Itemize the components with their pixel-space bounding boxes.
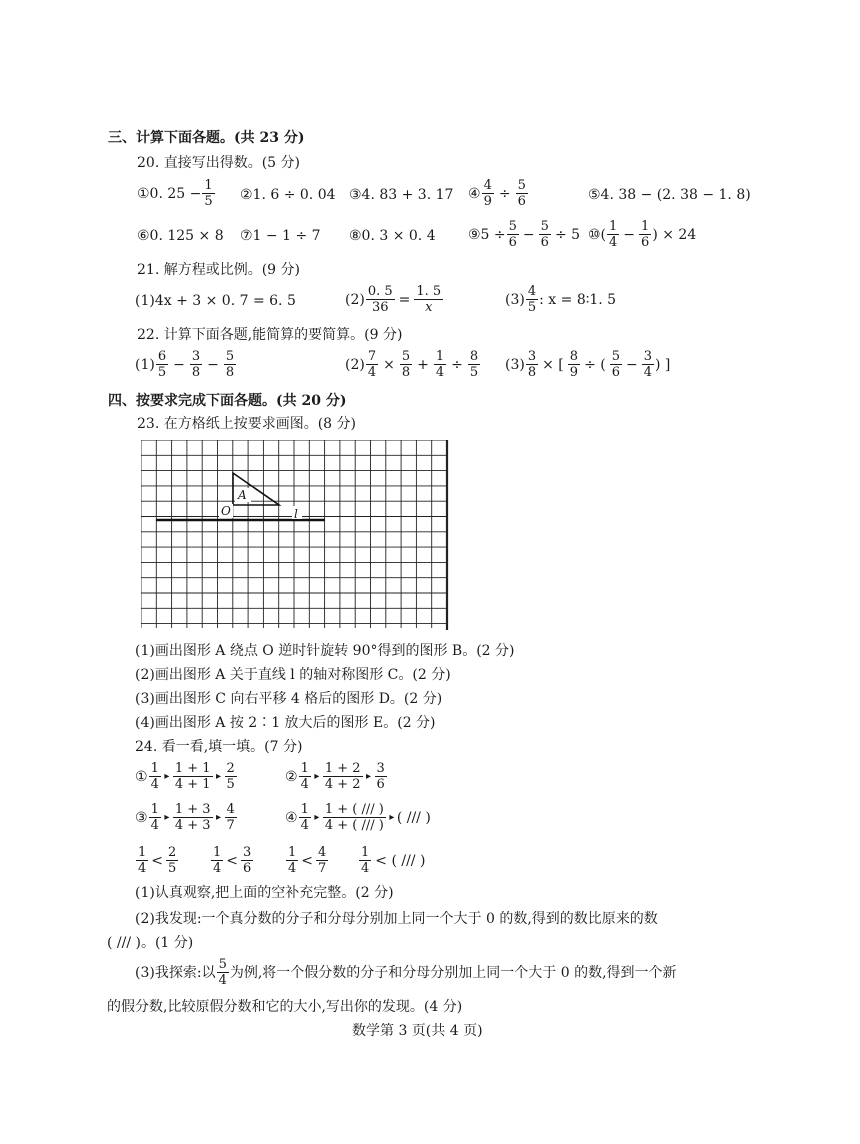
arrow-icon: ▸ <box>389 811 395 823</box>
fraction: $\frac{1}{5}$ <box>204 178 213 209</box>
q20-item-1 <box>137 178 216 209</box>
q22-calc-2: (2) $\frac{7}{4}$ × $\frac{5}{8}$ + $\frac{1}{4}$ ÷ $\frac{8}{5}$ <box>345 349 479 380</box>
q20-item-8: ⑧0. 3 × 0. 4 <box>349 228 436 244</box>
blank-denominator[interactable]: 4 + ( /// ) <box>324 818 384 833</box>
q20-item-5: ⑤4. 38 − (2. 38 − 1. 8) <box>588 187 751 203</box>
q21-eq-1: (1)4x + 3 × 0. 7 = 6. 5 <box>135 293 296 309</box>
label-a: A <box>238 488 247 502</box>
q24-title: 24. 看一看,填一填。(7 分) <box>135 739 303 755</box>
q22-calc-3: (3) $\frac{3}{8}$ × [ $\frac{8}{9}$ ÷ ( $\frac{5}{6}$ − $\frac{3}{4}$ ) ] <box>505 349 671 380</box>
q24-sequence-2: ② $\frac{1}{4}$ ▸ $\frac{1 + 2}{4 + 2}$ ▸ $\frac{3}{6}$ <box>285 761 385 792</box>
label-o: O <box>221 504 231 518</box>
q23-part-4: (4)画出图形 A 按 2∶1 放大后的图形 E。(2 分) <box>135 715 436 731</box>
grid-lines <box>141 440 447 628</box>
q24-compare-2: $\frac{1}{4}$ < $\frac{3}{6}$ <box>213 845 252 876</box>
q20-item-10: ⑩( $\frac{1}{4}$ − $\frac{1}{6}$ ) × 24 <box>588 219 697 250</box>
q24-sequence-3: ③ $\frac{1}{4}$ ▸ $\frac{1 + 3}{4 + 3}$ ▸ $\frac{4}{7}$ <box>135 802 235 833</box>
q24-compare-1: $\frac{1}{4}$ < $\frac{2}{5}$ <box>138 845 177 876</box>
q20-1-label: ①0. 25 − <box>137 185 202 202</box>
q21-eq-3: (3) $\frac{4}{5}$ : x = 8∶1. 5 <box>505 284 617 315</box>
arrow-icon: ▸ <box>216 770 222 782</box>
q24-compare-3: $\frac{1}{4}$ < $\frac{4}{7}$ <box>288 845 327 876</box>
section-3-title: 三、计算下面各题。(共 23 分) <box>108 130 305 146</box>
q20-item-2: ②1. 6 ÷ 0. 04 <box>240 187 336 203</box>
q24-compare-4[interactable]: $\frac{1}{4}$ < ( /// ) <box>361 845 426 876</box>
q24-part-2: (2)我发现:一个真分数的分子和分母分别加上同一个大于 0 的数,得到的数比原来的数 <box>135 911 658 927</box>
q23-part-3: (3)画出图形 C 向右平移 4 格后的图形 D。(2 分) <box>135 691 443 707</box>
q24-sequence-1: ① $\frac{1}{4}$ ▸ $\frac{1 + 1}{4 + 1}$ ▸ $\frac{2}{5}$ <box>135 761 235 792</box>
q24-part-3: (3)我探索:以 $\frac{5}{4}$ 为例,将一个假分数的分子和分母分别加上同一个大于 0 的数,得到一个新 <box>135 957 677 988</box>
arrow-icon: ▸ <box>366 770 372 782</box>
blank-compare[interactable]: < ( /// ) <box>375 852 426 869</box>
label-l: l <box>294 507 298 521</box>
arrow-icon: ▸ <box>314 770 320 782</box>
q24-part-2-blank[interactable]: ( /// )。(1 分) <box>107 935 194 951</box>
arrow-icon: ▸ <box>164 811 170 823</box>
q20-title: 20. 直接写出得数。(5 分) <box>137 155 300 171</box>
q23-part-2: (2)画出图形 A 关于直线 l 的轴对称图形 C。(2 分) <box>135 667 451 683</box>
q20-item-7: ⑦1 − 1 ÷ 7 <box>240 228 321 244</box>
arrow-icon: ▸ <box>216 811 222 823</box>
q20-item-6: ⑥0. 125 × 8 <box>137 228 224 244</box>
q23-title: 23. 在方格纸上按要求画图。(8 分) <box>137 416 356 432</box>
blank-numerator[interactable]: 1 + ( /// ) <box>324 802 384 817</box>
q23-part-1: (1)画出图形 A 绕点 O 逆时针旋转 90°得到的图形 B。(2 分) <box>135 643 515 659</box>
q24-sequence-4[interactable]: ④ $\frac{1}{4}$ ▸ $\frac{1 + ( /// )}{4 + ( /// )}$ ▸ ( /// ) <box>285 802 431 833</box>
section-4-title: 四、按要求完成下面各题。(共 20 分) <box>108 393 347 409</box>
arrow-icon: ▸ <box>164 770 170 782</box>
page-footer: 数学第 3 页(共 4 页) <box>352 1023 483 1039</box>
arrow-icon: ▸ <box>314 811 320 823</box>
q20-item-9: ⑨5 ÷ $\frac{5}{6}$ − $\frac{5}{6}$ ÷ 5 <box>468 219 581 250</box>
q21-title: 21. 解方程或比例。(9 分) <box>137 262 300 278</box>
q22-calc-1: (1) $\frac{6}{5}$ − $\frac{3}{8}$ − $\frac{5}{8}$ <box>135 349 235 380</box>
blank-result[interactable]: ( /// ) <box>396 809 431 826</box>
q21-eq-2: (2) $\frac{0. 5}{36}$ = $\frac{1. 5}{x}$ <box>345 284 442 315</box>
q24-part-3-cont: 的假分数,比较原假分数和它的大小,写出你的发现。(4 分) <box>107 999 463 1015</box>
q20-item-3: ③4. 83 + 3. 17 <box>349 187 454 203</box>
q20-item-4: ④ $\frac{4}{9}$ ÷ $\frac{5}{6}$ <box>468 178 526 209</box>
q24-part-1: (1)认真观察,把上面的空补充完整。(2 分) <box>135 885 394 901</box>
grid-paper[interactable] <box>141 440 453 630</box>
q22-title: 22. 计算下面各题,能简算的要简算。(9 分) <box>137 327 403 343</box>
